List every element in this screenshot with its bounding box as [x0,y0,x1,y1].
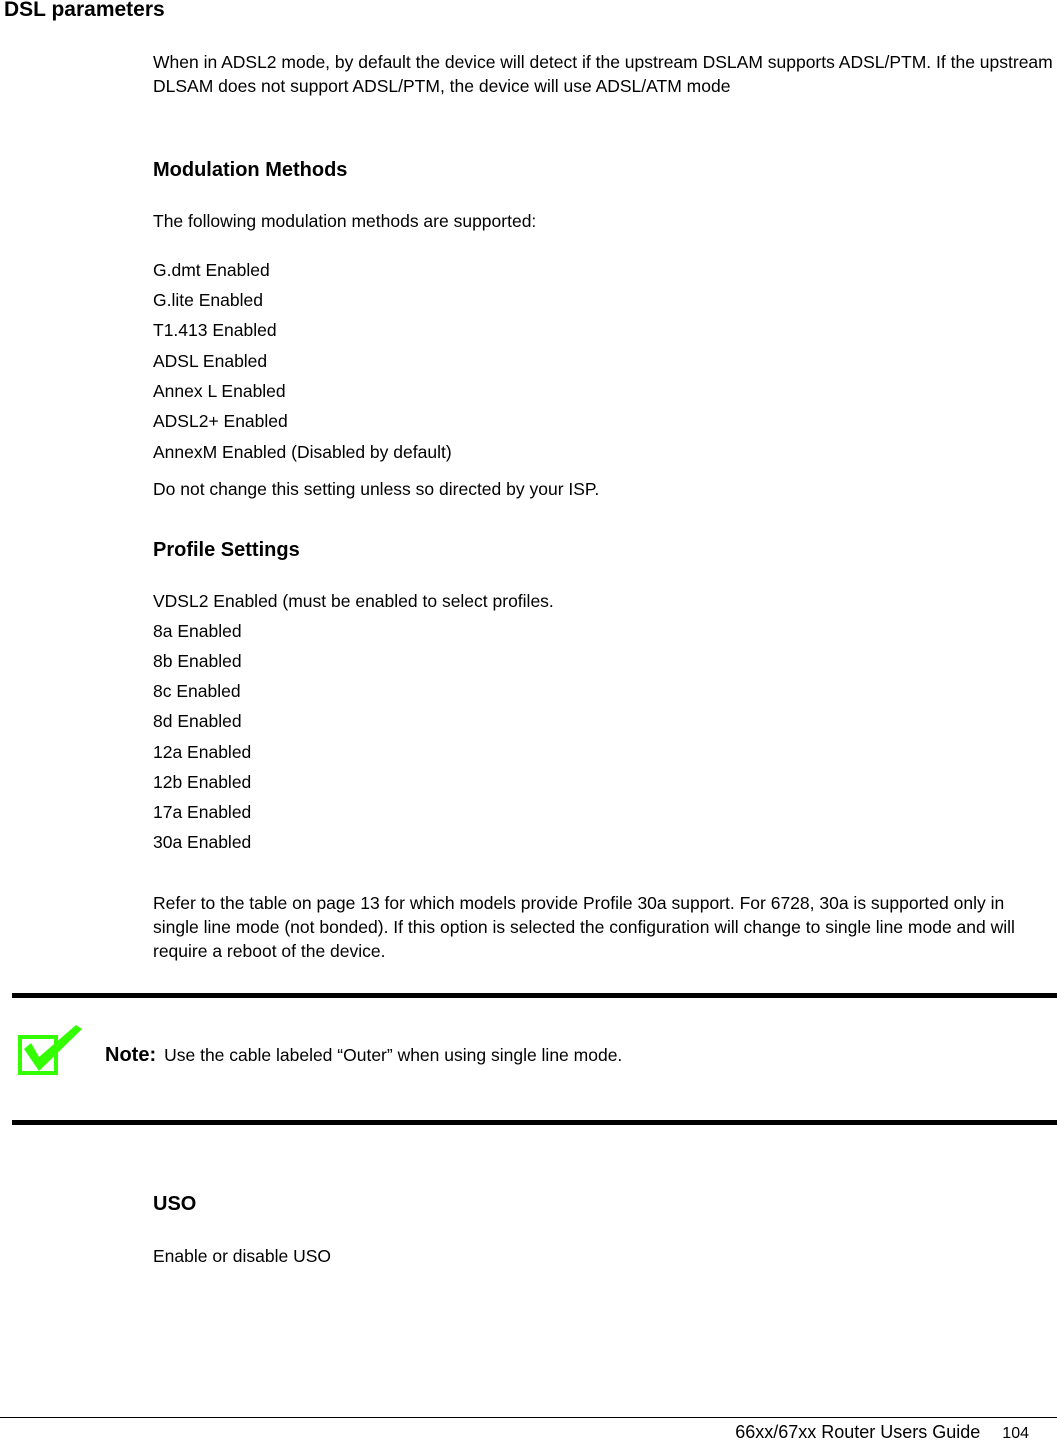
uso-text: Enable or disable USO [153,1246,332,1266]
list-item: 8b Enabled [153,651,242,671]
list-item: 30a Enabled [153,832,252,852]
profile-heading: Profile Settings [153,539,300,561]
list-item: AnnexM Enabled (Disabled by default) [153,442,452,462]
modulation-footnote: Do not change this setting unless so directed by your ISP. [153,479,600,499]
list-item: ADSL2+ Enabled [153,411,288,431]
list-item: 12b Enabled [153,772,252,792]
list-item: G.dmt Enabled [153,260,270,280]
page-title: DSL parameters [4,0,165,21]
modulation-lead: The following modulation methods are supported: [153,211,537,231]
intro-paragraph: When in ADSL2 mode, by default the device will detect if the upstream DSLAM supports ADSL/PTM. If the upstream DLSAM does not support ADSL/PTM, the device will use ADSL/ATM mode [153,52,1053,96]
list-item: 8d Enabled [153,711,242,731]
list-item: ADSL Enabled [153,351,268,371]
profile-footnote: Refer to the table on page 13 for which models provide Profile 30a support. For 6728, 30a is supported only in single line mode (not bonded). If this option is selected the configuration will change to single line mode and will require a reboot of the device. [153,893,1015,961]
modulation-heading: Modulation Methods [153,159,348,181]
note-top-rule [12,993,1057,998]
list-item: 8a Enabled [153,621,242,641]
list-item: T1.413 Enabled [153,320,277,340]
list-item: 12a Enabled [153,742,252,762]
list-item: Annex L Enabled [153,381,286,401]
note-text: Use the cable labeled “Outer” when using single line mode. [164,1045,623,1065]
footer-divider [0,1417,1057,1418]
list-item: G.lite Enabled [153,290,263,310]
note-label: Note: [105,1044,157,1066]
page-number: 104 [1002,1425,1029,1442]
checkmark-icon [18,1023,84,1077]
list-item: VDSL2 Enabled (must be enabled to select profiles. [153,591,554,611]
list-item: 17a Enabled [153,802,252,822]
list-item: 8c Enabled [153,681,241,701]
note-line [105,1044,622,1067]
footer-guide-title: 66xx/67xx Router Users Guide [735,1422,981,1442]
uso-heading: USO [153,1193,197,1215]
note-bottom-rule [12,1120,1057,1125]
